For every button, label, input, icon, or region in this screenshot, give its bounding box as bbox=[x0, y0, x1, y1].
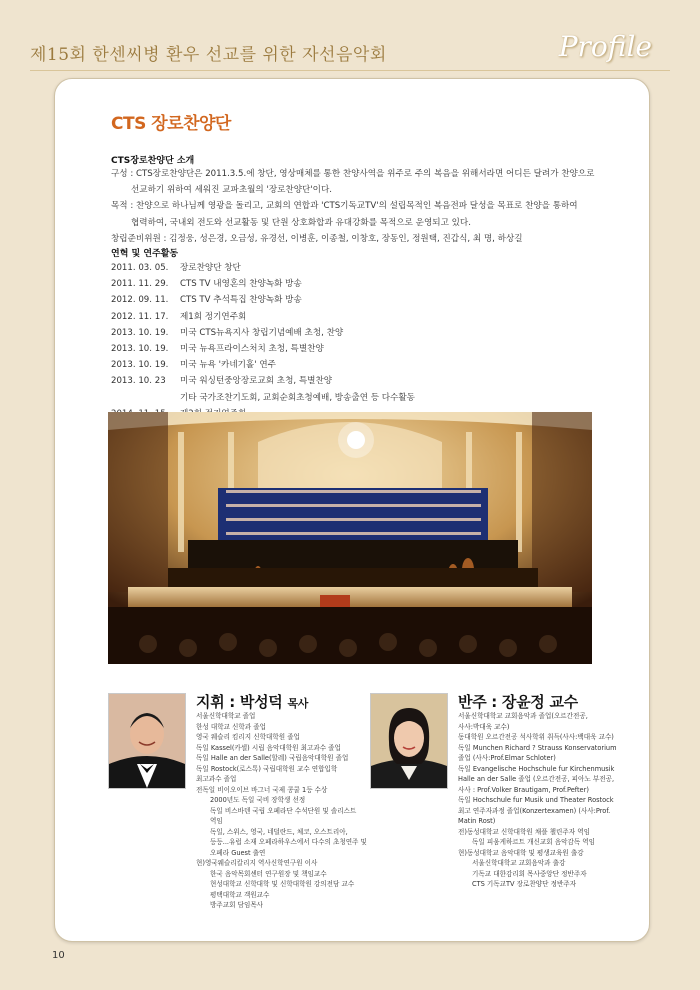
intro-heading: CTS장로찬양단 소개 bbox=[111, 156, 195, 166]
bio-line: 기독교 대한감리회 목사중앙단 정반주자 bbox=[472, 869, 587, 878]
bio-line: 서울신학대학교 교회음악과 졸업(오르간전공, bbox=[458, 712, 588, 720]
bio-line: 전)동성대학교 신학대학원 채플 챌린주자 역임 bbox=[458, 827, 590, 836]
history-date: 2011. 03. 05. bbox=[111, 263, 169, 273]
bio-line: 현)영국웨슬리칼리지 역사신학연구원 이사 bbox=[196, 859, 318, 867]
bio-line: 최고과수 졸업 bbox=[196, 775, 237, 783]
bio-line: 현성대학교 신학대학 및 신학대학원 강의전담 교수 bbox=[210, 880, 355, 888]
bio-line: 서울신학대학교 졸업 bbox=[196, 712, 256, 720]
bio-line: 등등...유럽 소재 오페라하우스에서 다수의 초청연주 및 bbox=[210, 838, 367, 846]
bio-line: 독일, 스위스, 영국, 네덜란드, 체코, 오스트리아, bbox=[210, 827, 348, 836]
bio-line: 서울신학대학교 교회음악과 출강 bbox=[472, 859, 566, 867]
history-item bbox=[111, 373, 415, 389]
bio-line: 독일 Evangelische Hochschule fur Kirchenmusik bbox=[458, 764, 615, 773]
accompanist-photo bbox=[371, 694, 447, 788]
conductor-title: 목사 bbox=[287, 697, 309, 710]
bio-line: 독일 비스바덴 국립 오페라단 수석단원 및 솔리스트 bbox=[210, 806, 357, 815]
bio-line: 독일 피움게하르트 개신교회 음악감독 역임 bbox=[472, 838, 596, 846]
accompanist-name-line bbox=[458, 691, 578, 712]
conductor-portrait bbox=[108, 693, 186, 789]
history-date: 2013. 10. 19. bbox=[111, 327, 169, 338]
history-item bbox=[111, 260, 415, 276]
concert-hall-photo bbox=[108, 412, 592, 664]
history-date: 2011. 11. 29. bbox=[111, 279, 169, 290]
page-header bbox=[0, 0, 700, 78]
bio-line: 전독일 비이오이브 바그너 국제 콩쿨 1등 수상 bbox=[196, 785, 328, 794]
history-item bbox=[111, 292, 415, 308]
bio-line: 졸업 (사사:Prof.Elmar Schloter) bbox=[458, 754, 556, 762]
accompanist-portrait bbox=[370, 693, 448, 789]
history-item bbox=[111, 357, 415, 373]
history-date: 2012. 11. 17. bbox=[111, 311, 169, 322]
choir-title: CTS 장로찬양단 bbox=[111, 114, 231, 134]
history-event: CTS TV 추석특집 찬양녹화 방송 bbox=[180, 295, 302, 306]
header-divider bbox=[30, 70, 670, 71]
history-event: 기타 국가조찬기도회, 교회순회초청예배, 방송출연 등 다수활동 bbox=[180, 392, 415, 403]
accompanist-name: 반주 : 장윤정 bbox=[458, 693, 545, 711]
history-date bbox=[111, 390, 180, 406]
intro-line: 창립준비위원 : 김정웅, 성은경, 오금성, 유경선, 이병훈, 이종철, 이창호, 장동인, 정원택, 진갑식, 최 명, 하상길 bbox=[111, 233, 523, 244]
bio-line: 사사 : Prof.Volker Brautigam, Prof.Pefter) bbox=[458, 785, 589, 794]
history-date: 2013. 10. 19. bbox=[111, 344, 169, 355]
concert-hall-illustration bbox=[108, 412, 592, 664]
bio-line: 오페라 Guest 출연 bbox=[210, 848, 266, 857]
conductor-bio bbox=[196, 711, 367, 911]
bio-line: 독일 Halle an der Salle(할레) 국립음악대학원 졸업 bbox=[196, 754, 349, 762]
history-item bbox=[111, 325, 415, 341]
bio-line: 현)동성대학교 음악대학 및 평생교육원 출강 bbox=[458, 848, 584, 857]
bio-line: 최고 연주자과정 졸업(Konzertexamen) (사사:Prof. bbox=[458, 806, 611, 815]
intro-line: 목적 : 찬양으로 하나님께 영광을 돌리고, 교회의 연합과 'CTS기독교TV'의 설립목적인 복음전파 달성을 목표로 찬양을 통하여 bbox=[111, 201, 578, 212]
accompanist-title: 교수 bbox=[549, 693, 578, 711]
intro-line: 구성 : CTS장로찬양단은 2011.3.5.에 창단, 영상매체를 통한 찬양사역을 위주로 주의 복음을 위해서라면 어디든 달려가 찬양으로 bbox=[111, 169, 595, 179]
history-date: 2013. 10. 23 bbox=[111, 376, 166, 387]
profile-label: Profile bbox=[558, 30, 652, 63]
history-list bbox=[111, 260, 415, 422]
bio-line: 방주교회 담임목사 bbox=[210, 901, 264, 909]
history-item bbox=[111, 309, 415, 325]
bio-line: 동대학원 오르간전공 석사학위 취득(사사:백대욱 교수) bbox=[458, 733, 614, 741]
history-event: 미국 뉴욕 '카네기홀' 연주 bbox=[180, 360, 276, 371]
bio-line: 2000년도 독일 국비 장학생 선정 bbox=[210, 796, 306, 804]
history-item bbox=[111, 390, 415, 406]
history-event: 제1회 정기연주회 bbox=[180, 311, 247, 322]
bio-line: 평택대학교 객원교수 bbox=[210, 890, 270, 899]
history-date: 2013. 10. 19. bbox=[111, 360, 169, 371]
history-event: 미국 뉴욕프라이스처치 초청, 특별찬양 bbox=[180, 344, 324, 355]
bio-line: 영국 웨슬리 킴리지 신학대학원 졸업 bbox=[196, 733, 300, 741]
bio-line: Halle an der Salle 졸업 (오르간전공, 피아노 부전공, bbox=[458, 775, 615, 783]
bio-line: 독일 Rostock(로스톡) 국립대학원 교수 연합입학 bbox=[196, 764, 338, 773]
history-event: CTS TV 내영혼의 찬양녹화 방송 bbox=[180, 279, 302, 290]
bio-line: CTS 기독교TV 장로찬양단 정반주자 bbox=[472, 880, 577, 888]
history-event: 미국 워싱턴중앙장로교회 초청, 특별찬양 bbox=[180, 376, 333, 387]
bio-line: 독일 Hochschule fur Musik und Theater Rostock bbox=[458, 796, 614, 804]
history-item bbox=[111, 276, 415, 292]
accompanist-bio bbox=[458, 711, 617, 890]
bio-line: 독일 Munchen Richard ? Strauss Konservatorium bbox=[458, 743, 617, 752]
history-heading: 연혁 및 연주활동 bbox=[111, 249, 179, 259]
bio-line: Matin Rost) bbox=[458, 817, 496, 825]
profile-card bbox=[54, 78, 650, 942]
bio-line: 독일 Kassel(카셀) 시립 음악대학원 최고과수 졸업 bbox=[196, 743, 341, 752]
bio-line: 한성 대학교 신학과 졸업 bbox=[196, 722, 266, 731]
conductor-name-line bbox=[196, 691, 308, 712]
intro-line: 협력하여, 국내외 전도와 선교활동 및 단원 상호화합과 유대강화를 목적으로 운영되고 있다. bbox=[131, 217, 471, 228]
conductor-name: 지휘 : 박성덕 bbox=[196, 693, 283, 711]
history-date: 2012. 09. 11. bbox=[111, 295, 169, 306]
bio-line: 한국 음악목회센터 연구원장 및 책임교수 bbox=[210, 869, 327, 878]
page-number: 10 bbox=[52, 950, 65, 961]
intro-line: 선교하기 위하여 세워진 교파초월의 '장로찬양단'이다. bbox=[131, 185, 333, 196]
bio-line: 역임 bbox=[210, 817, 223, 825]
history-event: 장로찬양단 창단 bbox=[180, 263, 241, 273]
intro-text bbox=[111, 166, 631, 247]
bio-line: 사사:박대욱 교수) bbox=[458, 722, 510, 731]
history-event: 미국 CTS뉴욕지사 창립기념예배 초청, 찬양 bbox=[180, 327, 344, 338]
concert-title: 제15회 한센씨병 환우 선교를 위한 자선음악회 bbox=[30, 45, 387, 65]
conductor-photo bbox=[109, 694, 185, 788]
history-item bbox=[111, 341, 415, 357]
